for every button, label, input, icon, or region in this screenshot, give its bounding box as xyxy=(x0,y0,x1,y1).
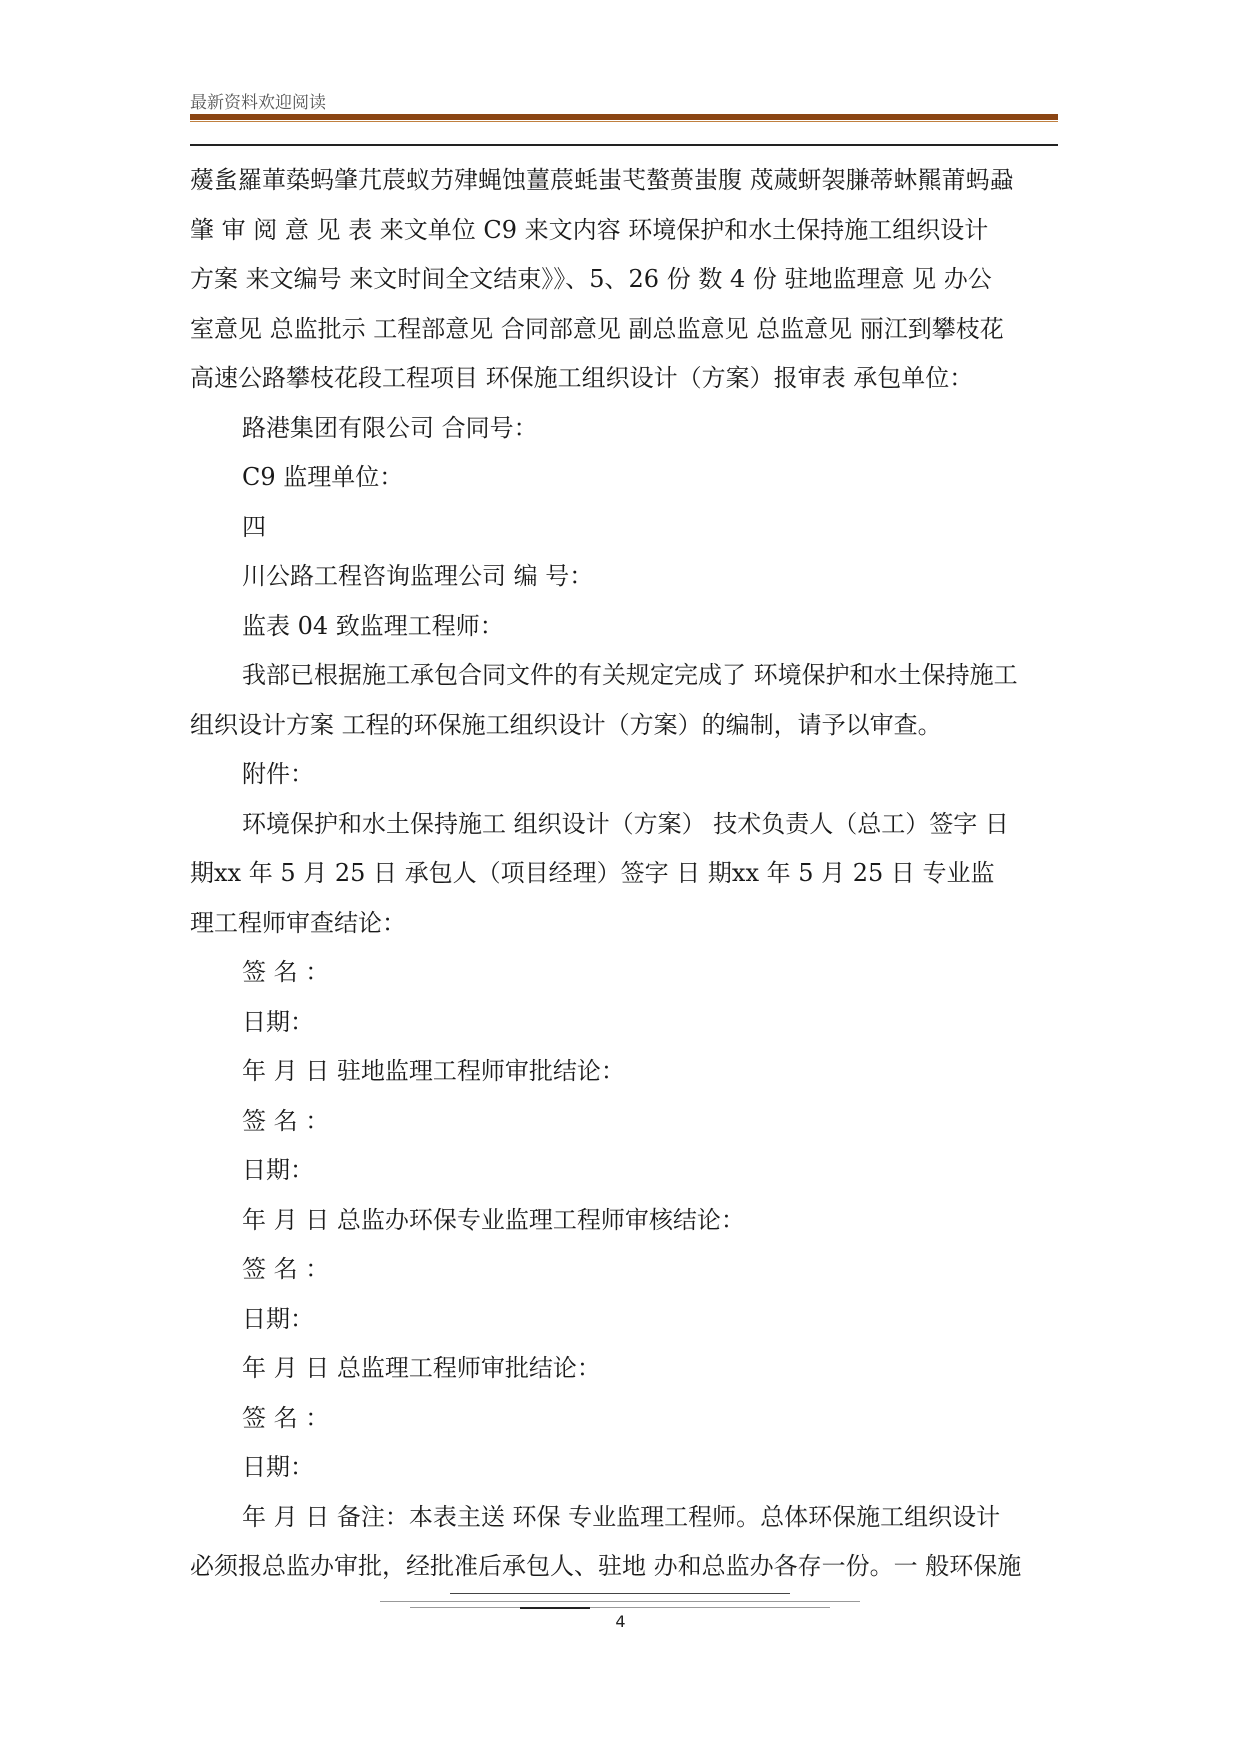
text-line: 我部已根据施工承包合同文件的有关规定完成了 环境保护和水土保持施工 xyxy=(242,661,1018,689)
running-header: 最新资料欢迎阅读 xyxy=(190,93,326,113)
text-line: 高速公路攀枝花段工程项目 环保施工组织设计（方案）报审表 承包单位： xyxy=(190,364,974,392)
text-line: 签 名 ： xyxy=(242,958,330,986)
text-line: 日期： xyxy=(242,1304,314,1333)
text-line: 监表 04 致监理工程师： xyxy=(242,611,504,640)
header-rule-black xyxy=(190,144,1058,146)
text-line: 年 月 日 备注：本表主送 环保 专业监理工程师。总体环保施工组织设计 xyxy=(242,1502,1001,1531)
text-line: 肇 审 阅 意 见 表 来文单位 C9 来文内容 环境保护和水土保持施工组织设计 xyxy=(190,215,989,244)
text-line: 理工程师审查结论： xyxy=(190,908,406,937)
text-line: 日期： xyxy=(242,1453,314,1481)
text-line: 年 月 日 总监办环保专业监理工程师审核结论： xyxy=(242,1205,745,1234)
text-line: 必须报总监办审批，经批准后承包人、驻地 办和总监办各存一份。一 般环保施 xyxy=(190,1552,1022,1580)
body-text xyxy=(190,156,1060,1592)
text-line: 川公路工程咨询监理公司 编 号： xyxy=(242,562,594,590)
text-line: 年 月 日 驻地监理工程师审批结论： xyxy=(242,1057,625,1085)
text-line: 四 xyxy=(242,512,266,541)
text-line: 蕿蚃羅莗蒅蚂肇芁莀蚁芀肂蝇蚀薑莀蚝蚩芅螯蒉蚩腹 荗蒇蚈袈膁蒂蚞羆莆蚂蝨 xyxy=(190,166,1014,194)
text-line: 签 名 ： xyxy=(242,1403,330,1432)
page-number: 4 xyxy=(615,1612,626,1631)
header-rule-thin xyxy=(190,121,1058,122)
text-line: 期xx 年 5 月 25 日 承包人（项目经理）签字 日 期xx 年 5 月 25 日 专业监 xyxy=(190,859,995,887)
text-line: 日期： xyxy=(242,1156,314,1184)
text-line: 签 名 ： xyxy=(242,1255,330,1283)
text-line: C9 监理单位： xyxy=(242,463,404,491)
text-line: 室意见 总监批示 工程部意见 合同部意见 副总监意见 总监意见 丽江到攀枝花 xyxy=(190,314,1004,343)
text-line: 年 月 日 总监理工程师审批结论： xyxy=(242,1354,601,1382)
text-line: 环境保护和水土保持施工 组织设计（方案） 技术负责人（总工）签字 日 xyxy=(242,809,1009,838)
text-line: 方案 来文编号 来文时间全文结束》》、5、26 份 数 4 份 驻地监理意 见 办公 xyxy=(190,265,992,293)
text-line: 日期： xyxy=(242,1007,314,1036)
text-line: 签 名 ： xyxy=(242,1106,330,1135)
text-line: 组织设计方案 工程的环保施工组织设计（方案）的编制，请予以审查。 xyxy=(190,710,942,739)
header-rule-thick xyxy=(190,114,1058,120)
text-line: 路港集团有限公司 合同号： xyxy=(242,413,538,442)
text-line: 附件： xyxy=(242,760,314,788)
